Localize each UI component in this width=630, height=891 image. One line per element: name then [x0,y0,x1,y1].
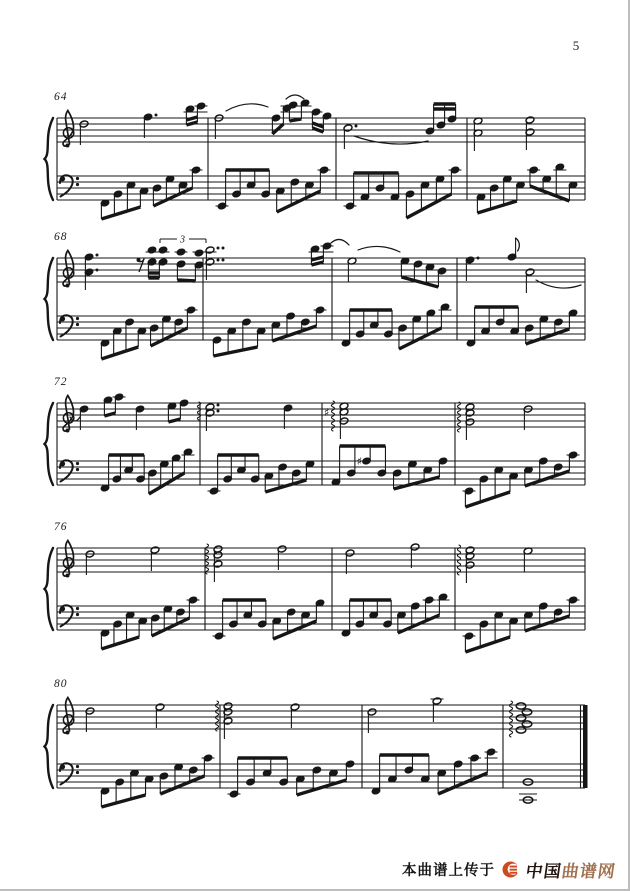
site-name [524,857,618,882]
svg-text:♯: ♯ [356,455,362,468]
score-site-logo-icon [502,861,519,878]
site-name-dark: 中国 [524,861,564,881]
measure-number: 72 [54,376,68,388]
svg-text:♯: ♯ [324,406,330,419]
svg-text:3: 3 [180,234,185,246]
measure-number: 76 [54,521,68,533]
measure-number: 64 [54,91,68,103]
footer-credit [402,856,616,882]
page-number: 5 [572,38,580,53]
footer-upload-text: 本曲谱上传于 [402,862,495,879]
measure-number: 68 [54,231,68,243]
measure-number: 80 [54,678,68,690]
site-name-light: 曲谱网 [560,861,618,881]
